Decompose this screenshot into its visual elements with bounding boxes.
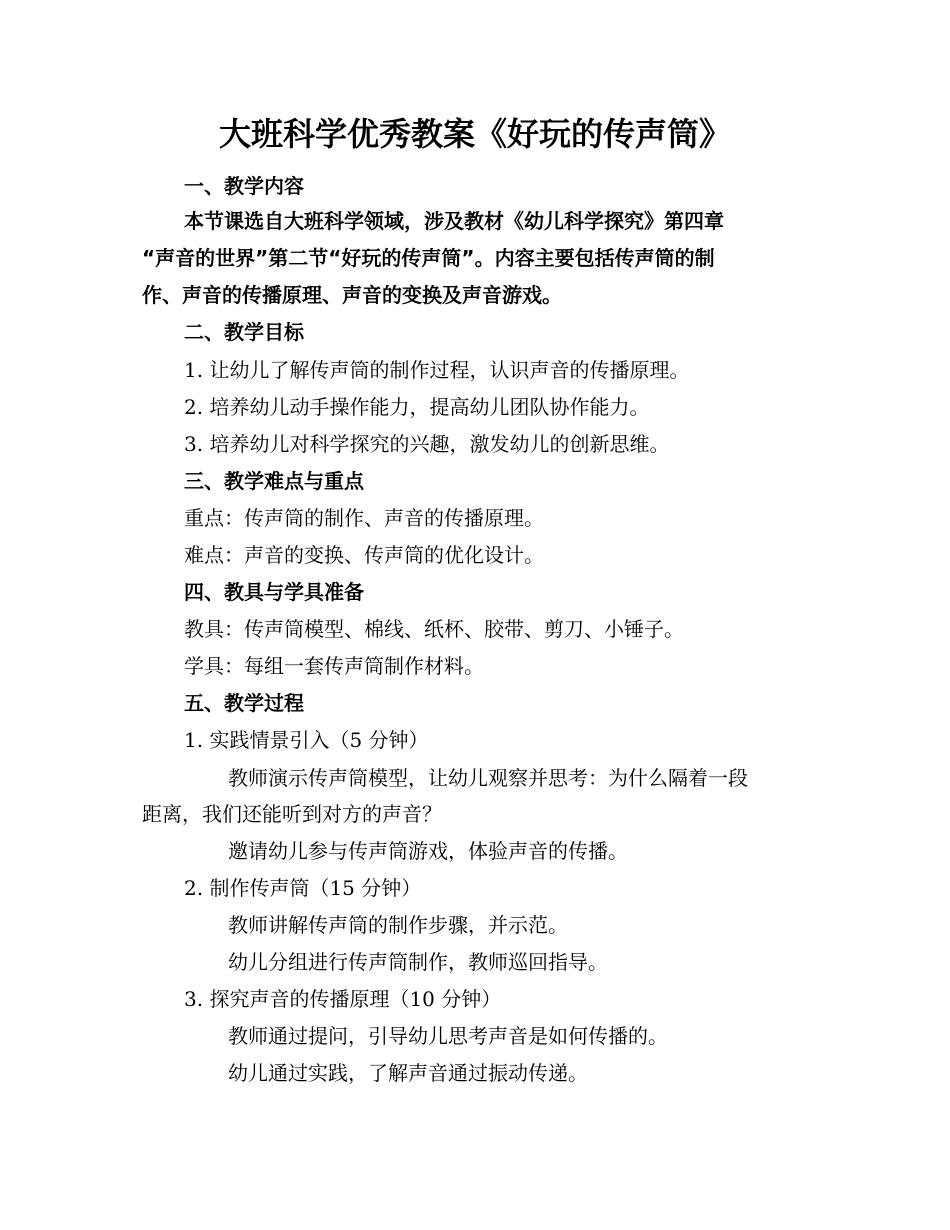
content-paragraph-line: “声音的世界”第二节“好玩的传声筒”。内容主要包括传声筒的制 bbox=[142, 246, 715, 270]
document-title: 大班科学优秀教案《好玩的传声筒》 bbox=[218, 115, 731, 153]
process-step-line: 教师演示传声筒模型，让幼儿观察并思考：为什么隔着一段 bbox=[228, 766, 748, 790]
process-step-line: 教师通过提问，引导幼儿思考声音是如何传播的。 bbox=[228, 1024, 668, 1048]
process-step-line: 幼儿通过实践，了解声音通过振动传递。 bbox=[228, 1061, 588, 1085]
materials-teacher: 教具：传声筒模型、棉线、纸杯、胶带、剪刀、小锤子。 bbox=[184, 617, 684, 641]
goal-item: 2. 培养幼儿动手操作能力，提高幼儿团队协作能力。 bbox=[184, 395, 650, 419]
process-step-line: 邀请幼儿参与传声筒游戏，体验声音的传播。 bbox=[228, 839, 628, 863]
goal-item: 1. 让幼儿了解传声筒的制作过程，认识声音的传播原理。 bbox=[184, 358, 690, 382]
section-heading-process: 五、教学过程 bbox=[184, 691, 304, 715]
focus-key-point: 重点：传声筒的制作、声音的传播原理。 bbox=[184, 506, 544, 530]
goal-item: 3. 培养幼儿对科学探究的兴趣，激发幼儿的创新思维。 bbox=[184, 432, 670, 456]
process-step-line: 距离，我们还能听到对方的声音？ bbox=[142, 802, 442, 826]
section-heading-content: 一、教学内容 bbox=[184, 174, 304, 198]
process-step-line: 教师讲解传声筒的制作步骤，并示范。 bbox=[228, 913, 568, 937]
content-paragraph-line: 本节课选自大班科学领域，涉及教材《幼儿科学探究》第四章 bbox=[184, 209, 724, 233]
section-heading-focus: 三、教学难点与重点 bbox=[184, 469, 364, 493]
focus-difficult-point: 难点：声音的变换、传声筒的优化设计。 bbox=[184, 543, 544, 567]
materials-student: 学具：每组一套传声筒制作材料。 bbox=[184, 654, 484, 678]
section-heading-goals: 二、教学目标 bbox=[184, 320, 304, 344]
process-step-title: 1. 实践情景引入（5 分钟） bbox=[184, 728, 429, 752]
content-paragraph-line: 作、声音的传播原理、声音的变换及声音游戏。 bbox=[142, 283, 562, 307]
process-step-title: 2. 制作传声筒（15 分钟） bbox=[184, 876, 422, 900]
section-heading-materials: 四、教具与学具准备 bbox=[184, 580, 364, 604]
process-step-title: 3. 探究声音的传播原理（10 分钟） bbox=[184, 987, 502, 1011]
process-step-line: 幼儿分组进行传声筒制作，教师巡回指导。 bbox=[228, 950, 608, 974]
